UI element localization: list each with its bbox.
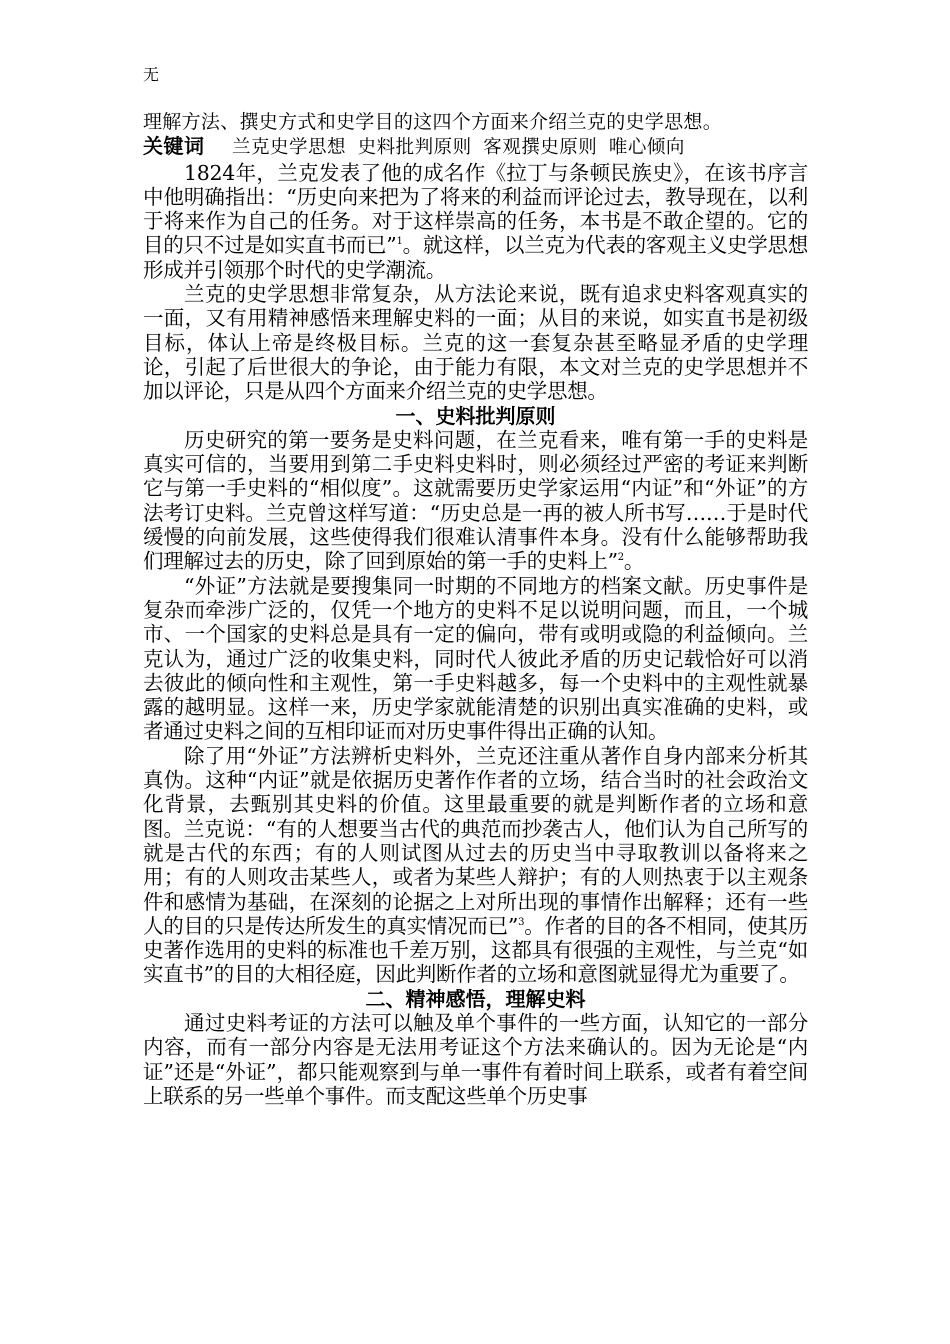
intro-p1-text: 1824年，兰克发表了他的成名作《拉丁与条顿民族史》，在该书序言中他明确指出：“历史向来把为了将来的利益而评论过去，教导现在，以利于将来作为自己的任务。对于这样崇高的任务，本书是不敢企望的。它的目的只不过是如实直书而已” — [143, 160, 808, 258]
section-1-paragraph-2: “外证”方法就是要搜集同一时期的不同地方的档案文献。历史事件是复杂而牵涉广泛的，仅凭一个地方的史料不足以说明问题，而且，一个城市、一个国家的史料总是具有一定的偏向，带有或明或隐的利益倾向。兰克认为，通过广泛的收集史料，同时代人彼此矛盾的历史记载恰好可以消去彼此的倾向性和主观性，第一手史料越多，每一个史料中的主观性就暴露的越明显。这样一来，历史学家就能清楚的识别出真实准确的史料，或者通过史料之间的互相印证而对历史事件得出正确的认知。 — [143, 573, 808, 744]
keywords-label: 关键词 — [143, 134, 205, 159]
intro-paragraph-2: 兰克的史学思想非常复杂，从方法论来说，既有追求史料客观真实的一面，又有用精神感悟来理解史料的一面；从目的来说，如实直书是初级目标，体认上帝是终极目标。兰克的这一套复杂甚至略显矛盾的史学理论，引起了后世很大的争论，由于能力有限，本文对兰克的史学思想并不加以评论，只是从四个方面来介绍兰克的史学思想。 — [143, 282, 808, 404]
keywords-text: 兰克史学思想 史料批判原则 客观撰史原则 唯心倾向 — [231, 137, 685, 159]
section-1-paragraph-3 — [143, 744, 808, 987]
section-1-title: 一、史料批判原则 — [395, 403, 556, 428]
keywords-line — [143, 134, 808, 160]
s1-p3-text: 除了用“外证”方法辨析史料外，兰克还注重从著作自身内部来分析其真伪。这种“内证”就是依据历史著作作者的立场，结合当时的社会政治文化背景，去甄别其史料的价值。这里最重要的就是判断作者的立场和意图。兰克说：“有的人想要当古代的典范而抄袭古人，他们认为自己所写的就是古代的东西；有的人则试图从过去的历史当中寻取教训以备将来之用；有的人则攻击某些人，或者为某些人辩护；有的人则热衷于以主观条件和感情为基础，在深刻的论据之上对所出现的事情作出解释；还有一些人的目的只是传达所发生的真实情况而已” — [143, 743, 808, 938]
document-body — [143, 110, 808, 1108]
page-header: 无 — [143, 65, 160, 84]
footnote-ref-3[interactable]: 3 — [518, 916, 525, 928]
s1-p1-text: 历史研究的第一要务是史料问题，在兰克看来，唯有第一手的史料是真实可信的，当要用到第二手史料史料时，则必须经过严密的考证来判断它与第一手史料的“相似度”。这就需要历史学家运用“内证”和“外证”的方法考订史料。兰克曾这样写道：“历史总是一再的被人所书写……于是时代缓慢的向前发展，这些使得我们很难认清事件本身。没有什么能够帮助我们理解过去的历史，除了回到原始的第一手的史料上” — [143, 427, 808, 574]
section-2-title: 二、精神感悟，理解史料 — [365, 986, 586, 1011]
s1-p3-after: 。作者的目的各不相同，使其历史著作选用的史料的标准也千差万别，这都具有很强的主观性，与兰克“如实直书”的目的大相径庭，因此判断作者的立场和意图就显得尤为重要了。 — [143, 913, 808, 987]
s1-p1-after: 。 — [623, 549, 645, 574]
abstract-tail: 理解方法、撰史方式和史学目的这四个方面来介绍兰克的史学思想。 — [143, 111, 723, 133]
footnote-ref-2[interactable]: 2 — [617, 552, 624, 564]
section-2-paragraph-1: 通过史料考证的方法可以触及单个事件的一些方面，认知它的一部分内容，而有一部分内容是无法用考证这个方法来确认的。因为无论是“内证”还是“外证”，都只能观察到与单一事件有着时间上联系，或者有着空间上联系的另一些单个事件。而支配这些单个历史事 — [143, 1010, 808, 1108]
footnote-ref-1[interactable]: 1 — [396, 236, 403, 248]
intro-p1-after: 。就这样，以兰克为代表的客观主义史学思想形成并引领那个时代的史学潮流。 — [143, 233, 808, 282]
section-1-paragraph-1 — [143, 428, 808, 574]
intro-paragraph-1 — [143, 161, 808, 282]
